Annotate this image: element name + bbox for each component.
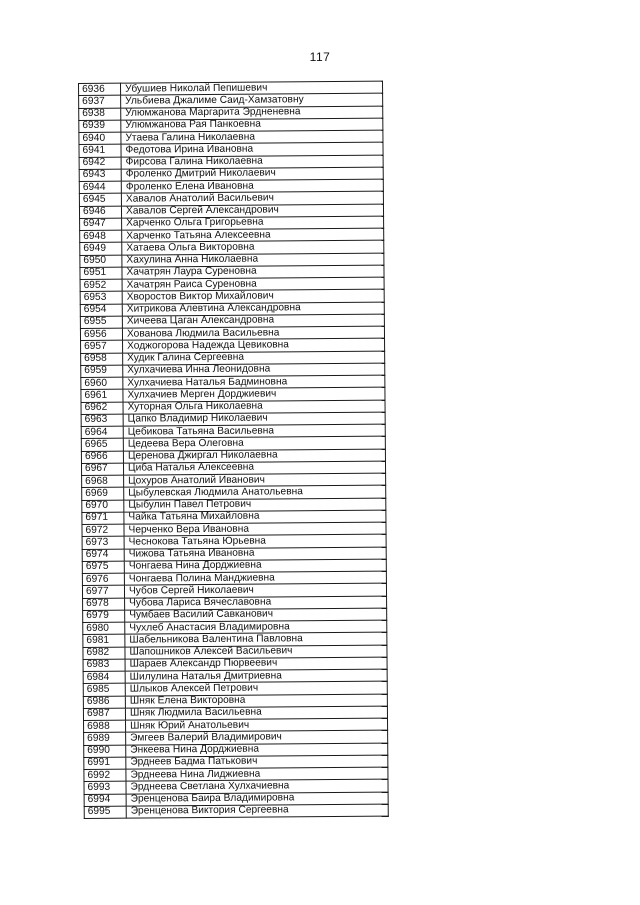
person-name-cell: Церенова Джиргал Николаевна bbox=[123, 449, 385, 463]
row-number-cell: 6971 bbox=[82, 512, 124, 525]
row-number-cell: 6995 bbox=[84, 806, 126, 819]
person-name-cell: Улюмжанова Рая Панкоевна bbox=[121, 118, 383, 132]
person-name-cell: Эрднеева Светлана Хулхачиевна bbox=[126, 779, 388, 793]
row-number-cell: 6942 bbox=[79, 157, 121, 170]
person-name-cell: Эренценова Баира Владимировна bbox=[126, 792, 388, 806]
row-number-cell: 6970 bbox=[82, 500, 124, 513]
row-number-cell: 6990 bbox=[84, 745, 126, 758]
person-name-cell: Энкеева Нина Дорджиевна bbox=[126, 743, 388, 757]
person-name-cell: Цедеева Вера Олеговна bbox=[123, 436, 385, 450]
row-number-cell: 6960 bbox=[81, 377, 123, 390]
person-name-cell: Чонгаева Нина Дорджиевна bbox=[124, 559, 386, 573]
row-number-cell: 6950 bbox=[80, 255, 122, 268]
person-name-cell: Хулхачиева Наталья Бадминовна bbox=[123, 375, 385, 389]
person-name-cell: Хавалов Сергей Александрович bbox=[121, 204, 383, 218]
person-name-cell: Шапошников Алексей Васильевич bbox=[125, 645, 387, 659]
row-number-cell: 6977 bbox=[82, 585, 124, 598]
row-number-cell: 6966 bbox=[81, 451, 123, 464]
row-number-cell: 6965 bbox=[81, 438, 123, 451]
person-name-cell: Фроленко Дмитрий Николаевич bbox=[121, 167, 383, 181]
person-name-cell: Харченко Ольга Григорьевна bbox=[122, 216, 384, 230]
person-name-cell: Шняк Юрий Анатольевич bbox=[126, 718, 388, 732]
person-name-cell: Чонгаева Полина Манджиевна bbox=[124, 571, 386, 585]
row-number-cell: 6939 bbox=[79, 120, 121, 133]
row-number-cell: 6967 bbox=[81, 463, 123, 476]
person-name-cell: Хулхачиев Мерген Дорджиевич bbox=[123, 387, 385, 401]
row-number-cell: 6936 bbox=[79, 83, 121, 96]
person-name-cell: Фроленко Елена Ивановна bbox=[121, 179, 383, 193]
person-name-cell: Худик Галина Сергеевна bbox=[123, 351, 385, 365]
row-number-cell: 6982 bbox=[83, 647, 125, 660]
person-name-cell: Фирсова Галина Николаевна bbox=[121, 155, 383, 169]
row-number-cell: 6994 bbox=[84, 794, 126, 807]
row-number-cell: 6993 bbox=[84, 781, 126, 794]
row-number-cell: 6992 bbox=[84, 769, 126, 782]
row-number-cell: 6949 bbox=[80, 242, 122, 255]
person-name-cell: Хуторная Ольга Николаевна bbox=[123, 400, 385, 414]
row-number-cell: 6987 bbox=[83, 708, 125, 721]
person-name-cell: Хатаева Ольга Викторовна bbox=[122, 240, 384, 254]
person-name-cell: Эрднеева Нина Лиджиевна bbox=[126, 767, 388, 781]
row-number-cell: 6946 bbox=[79, 206, 121, 219]
person-name-cell: Цохуров Анатолий Иванович bbox=[124, 473, 386, 487]
row-number-cell: 6957 bbox=[81, 340, 123, 353]
row-number-cell: 6989 bbox=[84, 732, 126, 745]
person-name-cell: Хавалов Анатолий Васильевич bbox=[121, 191, 383, 205]
person-name-cell: Улюмжанова Маргарита Эрдненевна bbox=[121, 106, 383, 120]
person-name-cell: Чумбаев Василий Савканович bbox=[125, 608, 387, 622]
person-name-cell: Хованова Людмила Васильевна bbox=[122, 326, 384, 340]
person-name-cell: Чеснокова Татьяна Юрьевна bbox=[124, 534, 386, 548]
row-number-cell: 6956 bbox=[80, 328, 122, 341]
row-number-cell: 6973 bbox=[82, 536, 124, 549]
row-number-cell: 6940 bbox=[79, 132, 121, 145]
row-number-cell: 6976 bbox=[82, 573, 124, 586]
row-number-cell: 6958 bbox=[81, 353, 123, 366]
row-number-cell: 6991 bbox=[84, 757, 126, 770]
row-number-cell: 6954 bbox=[80, 304, 122, 317]
row-number-cell: 6975 bbox=[82, 561, 124, 574]
row-number-cell: 6974 bbox=[82, 549, 124, 562]
row-number-cell: 6941 bbox=[79, 144, 121, 157]
person-name-cell: Цыбулин Павел Петрович bbox=[124, 498, 386, 512]
row-number-cell: 6963 bbox=[81, 414, 123, 427]
row-number-cell: 6983 bbox=[83, 659, 125, 672]
row-number-cell: 6972 bbox=[82, 524, 124, 537]
document-table-wrapper bbox=[78, 81, 389, 819]
person-name-cell: Шилулина Наталья Дмитриевна bbox=[125, 669, 387, 683]
person-name-cell: Чайка Татьяна Михайловна bbox=[124, 510, 386, 524]
person-name-cell: Цапко Владимир Николаевич bbox=[123, 412, 385, 426]
row-number-cell: 6952 bbox=[80, 279, 122, 292]
row-number-cell: 6937 bbox=[79, 95, 121, 108]
person-name-cell: Хулхачиева Инна Леонидовна bbox=[123, 363, 385, 377]
row-number-cell: 6988 bbox=[84, 720, 126, 733]
person-name-cell: Чубова Лариса Вячеславовна bbox=[125, 596, 387, 610]
row-number-cell: 6945 bbox=[79, 193, 121, 206]
person-name-cell: Хитрикова Алевтина Александровна bbox=[122, 302, 384, 316]
person-name-cell: Шабельникова Валентина Павловна bbox=[125, 632, 387, 646]
person-name-cell: Шняк Людмила Васильевна bbox=[125, 706, 387, 720]
person-name-cell: Утаева Галина Николаевна bbox=[121, 130, 383, 144]
person-name-cell: Шняк Елена Викторовна bbox=[125, 694, 387, 708]
person-name-cell: Хачатрян Раиса Суреновна bbox=[122, 277, 384, 291]
person-name-cell: Харченко Татьяна Алексеевна bbox=[122, 228, 384, 242]
row-number-cell: 6968 bbox=[82, 475, 124, 488]
person-name-cell: Хичеева Цаган Александровна bbox=[122, 314, 384, 328]
person-name-cell: Цыбулевская Людмила Анатольевна bbox=[124, 485, 386, 499]
row-number-cell: 6969 bbox=[82, 487, 124, 500]
row-number-cell: 6948 bbox=[80, 230, 122, 243]
row-number-cell: 6944 bbox=[79, 181, 121, 194]
row-number-cell: 6961 bbox=[81, 389, 123, 402]
person-name-cell: Чухлеб Анастасия Владимировна bbox=[125, 620, 387, 634]
row-number-cell: 6947 bbox=[80, 218, 122, 231]
person-name-cell: Федотова Ирина Ивановна bbox=[121, 142, 383, 156]
person-name-cell: Чубов Сергей Николаевич bbox=[124, 583, 386, 597]
person-name-cell: Эрднеев Бадма Патькович bbox=[126, 755, 388, 769]
names-table bbox=[78, 81, 389, 819]
row-number-cell: 6953 bbox=[80, 291, 122, 304]
person-name-cell: Чижова Татьяна Ивановна bbox=[124, 547, 386, 561]
person-name-cell: Эмгеев Валерий Владимирович bbox=[126, 730, 388, 744]
row-number-cell: 6978 bbox=[83, 598, 125, 611]
row-number-cell: 6980 bbox=[83, 622, 125, 635]
person-name-cell: Черченко Вера Ивановна bbox=[124, 522, 386, 536]
row-number-cell: 6951 bbox=[80, 267, 122, 280]
row-number-cell: 6984 bbox=[83, 671, 125, 684]
table-body bbox=[79, 81, 389, 818]
row-number-cell: 6943 bbox=[79, 169, 121, 182]
person-name-cell: Хачатрян Лаура Суреновна bbox=[122, 265, 384, 279]
person-name-cell: Ходжогорова Надежда Цевиковна bbox=[123, 338, 385, 352]
person-name-cell: Циба Наталья Алексеевна bbox=[123, 461, 385, 475]
table-row bbox=[84, 804, 388, 819]
page-number: 117 bbox=[309, 50, 331, 64]
person-name-cell: Хахулина Анна Николаевна bbox=[122, 253, 384, 267]
row-number-cell: 6959 bbox=[81, 365, 123, 378]
row-number-cell: 6986 bbox=[83, 696, 125, 709]
row-number-cell: 6985 bbox=[83, 683, 125, 696]
person-name-cell: Ульбиева Джалиме Саид-Хамзатовну bbox=[121, 93, 383, 107]
person-name-cell: Эренценова Виктория Сергеевна bbox=[126, 804, 388, 818]
person-name-cell: Хворостов Виктор Михайлович bbox=[122, 289, 384, 303]
person-name-cell: Цебикова Татьяна Васильевна bbox=[123, 424, 385, 438]
person-name-cell: Шлыков Алексей Петрович bbox=[125, 681, 387, 695]
person-name-cell: Убушиев Николай Пепишевич bbox=[121, 81, 383, 95]
row-number-cell: 6964 bbox=[81, 426, 123, 439]
row-number-cell: 6979 bbox=[83, 610, 125, 623]
person-name-cell: Шараев Александр Пюрвеевич bbox=[125, 657, 387, 671]
row-number-cell: 6962 bbox=[81, 402, 123, 415]
row-number-cell: 6955 bbox=[80, 316, 122, 329]
row-number-cell: 6981 bbox=[83, 634, 125, 647]
row-number-cell: 6938 bbox=[79, 108, 121, 121]
